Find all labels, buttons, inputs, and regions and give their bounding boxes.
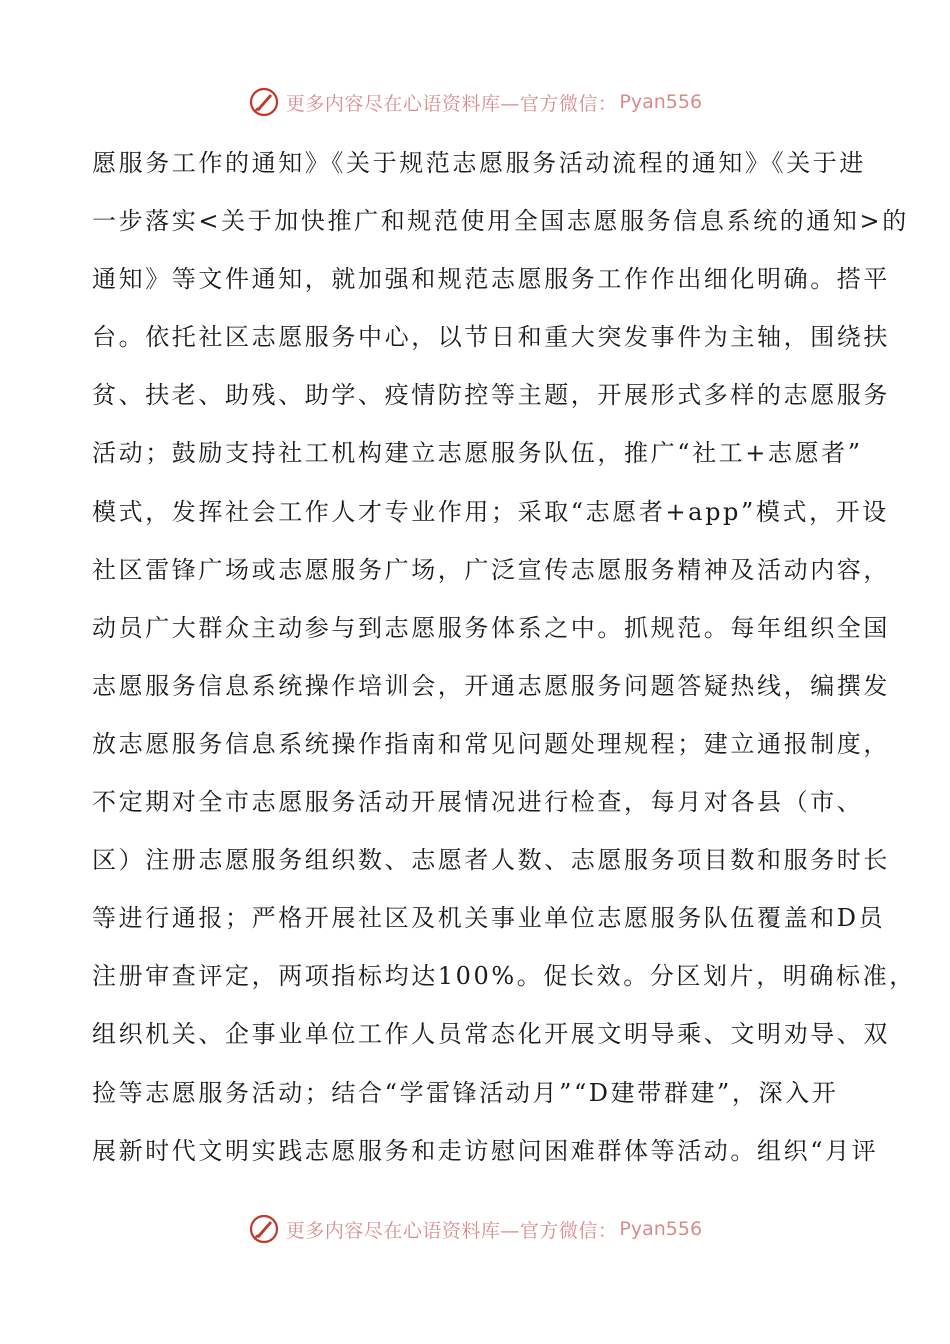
body-line: 一步落实<关于加快推广和规范使用全国志愿服务信息系统的通知>的 — [92, 207, 909, 236]
header-watermark — [0, 84, 950, 120]
body-line: 区）注册志愿服务组织数、志愿者人数、志愿服务项目数和服务时长 — [92, 846, 890, 875]
body-line: 注册审查评定，两项指标均达100%。促长效。分区划片，明确标准， — [92, 962, 916, 991]
body-line: 模式，发挥社会工作人才专业作用；采取“志愿者+app”模式，开设 — [92, 497, 889, 526]
body-line: 社区雷锋广场或志愿服务广场，广泛宣传志愿服务精神及活动内容， — [92, 555, 890, 584]
body-line: 捡等志愿服务活动；结合“学雷锋活动月”“D建带群建”，深入开 — [92, 1078, 839, 1107]
watermark-text: 更多内容尽在心语资料库—官方微信： — [285, 1219, 618, 1242]
body-line: 活动；鼓励支持社工机构建立志愿服务队伍，推广“社工+志愿者” — [92, 439, 863, 468]
quill-logo-icon — [248, 86, 280, 118]
body-line: 组织机关、企事业单位工作人员常态化开展文明导乘、文明劝导、双 — [92, 1020, 890, 1049]
body-line: 放志愿服务信息系统操作指南和常见问题处理规程；建立通报制度， — [92, 729, 890, 758]
body-line: 等进行通报；严格开展社区及机关事业单位志愿服务队伍覆盖和D员 — [92, 904, 886, 933]
document-body — [92, 134, 916, 1180]
body-line: 贫、扶老、助残、助学、疫情防控等主题，开展形式多样的志愿服务 — [92, 381, 890, 410]
body-line: 志愿服务信息系统操作培训会，开通志愿服务问题答疑热线，编撰发 — [92, 671, 890, 700]
body-line: 不定期对全市志愿服务活动开展情况进行检查，每月对各县（市、 — [92, 788, 864, 817]
footer-watermark — [0, 1211, 950, 1247]
body-line: 愿服务工作的通知》《关于规范志愿服务活动流程的通知》《关于进 — [92, 149, 866, 177]
watermark-wechat-id: Pyan556 — [619, 91, 703, 113]
body-line: 台。依托社区志愿服务中心，以节日和重大突发事件为主轴，围绕扶 — [92, 323, 890, 352]
quill-logo-icon — [248, 1213, 280, 1245]
body-line: 动员广大群众主动参与到志愿服务体系之中。抓规范。每年组织全国 — [92, 613, 890, 642]
body-line: 展新时代文明实践志愿服务和走访慰问困难群体等活动。组织“月评 — [92, 1136, 879, 1165]
watermark-text: 更多内容尽在心语资料库—官方微信： — [285, 92, 618, 115]
watermark-wechat-id: Pyan556 — [619, 1218, 703, 1240]
body-line: 通知》等文件通知，就加强和规范志愿服务工作作出细化明确。搭平 — [92, 265, 890, 294]
